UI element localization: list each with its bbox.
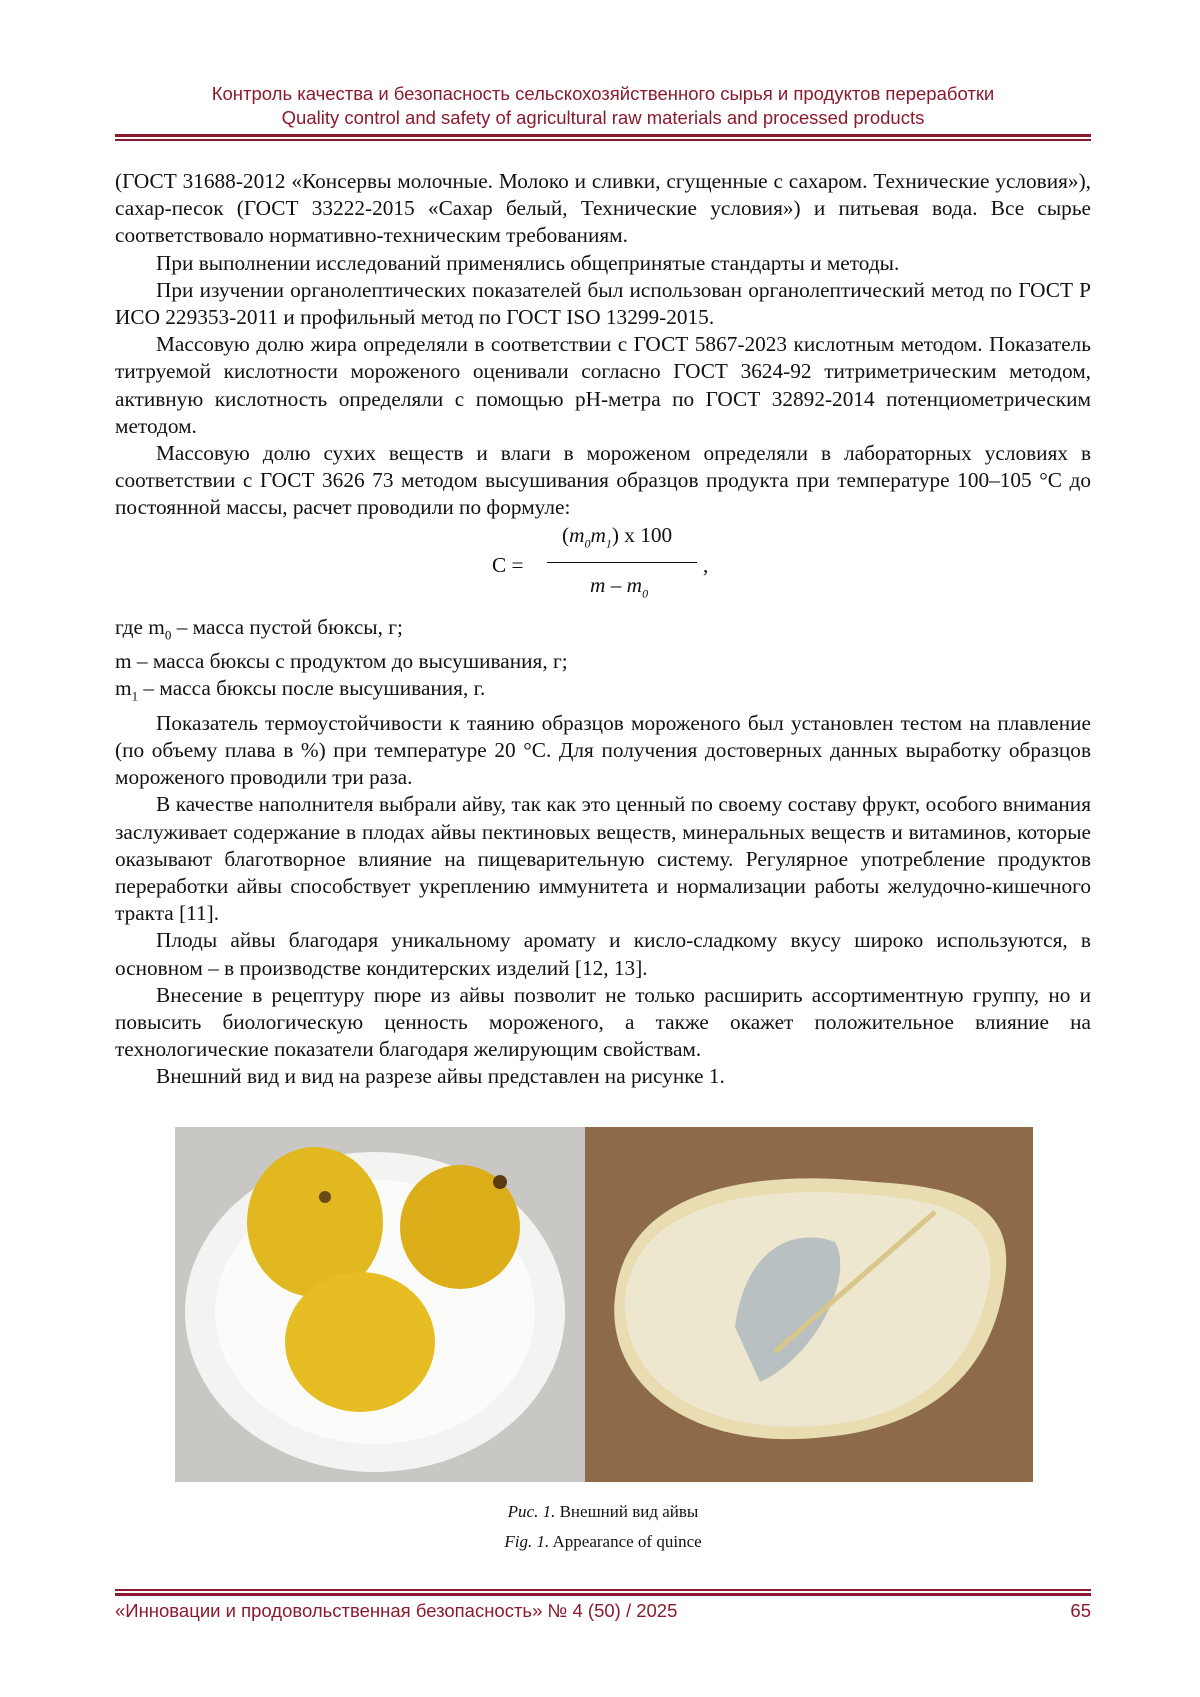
running-header [115, 82, 1091, 130]
figure-caption-ru: Рис. 1. Внешний вид айвы [507, 1502, 699, 1521]
page-number: 65 [1070, 1600, 1091, 1621]
fraction-bar [547, 562, 697, 563]
paragraph: (ГОСТ 31688-2012 «Консервы молочные. Молоко и сливки, сгущенные с сахаром. Технические условия»), сахар-песок (ГОСТ 33222-2015 «Сахар белый, Технические условия») и питьевая вода. Все сырье соответствовало нормативно-техническим требованиям. [115, 169, 1091, 248]
paragraph: Внешний вид и вид на разрезе айвы представлен на рисунке 1. [156, 1064, 725, 1089]
photo-cut-quince [585, 1127, 1033, 1482]
definition: где $m_0$ – масса пустой бюксы, г; [115, 614, 403, 642]
header-title-ru: Контроль качества и безопасность сельскохозяйственного сырья и продуктов переработки [211, 83, 995, 104]
paragraph: Плоды айвы благодаря уникальному аромату и кисло-сладкому вкусу широко используются, в основном – в производстве кондитерских изделий [12, 13]. [115, 928, 1091, 980]
figure-caption-en: Fig. 1. Appearance of quince [504, 1532, 702, 1551]
footer-rule [115, 1589, 1091, 1596]
paragraph: При изучении органолептических показателей был использован органолептический метод по ГОСТ Р ИСО 229353-2011 и профильный метод по ГОСТ ISO 13299-2015. [115, 277, 1091, 330]
formula-denominator: m – $m_0$ [590, 572, 649, 600]
photo-whole-quinces [175, 1127, 585, 1482]
formula-lhs: C = [492, 552, 524, 577]
footer [115, 1600, 1091, 1622]
formula-comma: , [703, 552, 709, 577]
paragraph: Массовую долю жира определяли в соответствии с ГОСТ 5867-2023 кислотным методом. Показатель титруемой кислотности мороженого оценивали согласно ГОСТ 3624-92 титриметрическим методом, активную кислотность определяли с помощью pH-метра по ГОСТ 32892-2014 потенциометрическим методом. [115, 332, 1091, 438]
figure-quince-photos [175, 1127, 1033, 1482]
paragraph: При выполнении исследований применялись общепринятые стандарты и методы. [156, 250, 900, 275]
header-rule [115, 134, 1091, 141]
paragraph: Массовую долю сухих веществ и влаги в мороженом определяли в лабораторных условиях в соответствии с ГОСТ 3626 73 методом высушивания образцов продукта при температуре 100–105 °С до постоянной массы, расчет проводили по формуле: [115, 441, 1091, 520]
definition: m – масса бюксы с продуктом до высушивания, г; [115, 649, 568, 674]
header-title-en: Quality control and safety of agricultural raw materials and processed products [281, 107, 925, 128]
paragraph: Показатель термоустойчивости к таянию образцов мороженого был установлен тестом на плавление (по объему плава в %) при температуре 20 °С. Для получения достоверных данных выработку образцов мороженого проводили три раза. [115, 710, 1091, 790]
footer-journal: «Инновации и продовольственная безопасность» № 4 (50) / 2025 [115, 1600, 678, 1621]
definition: $m_1$ – масса бюксы после высушивания, г. [115, 676, 486, 704]
formula-numerator: $(m_0m_1)$ x 100 [562, 522, 673, 550]
formula [115, 522, 1091, 614]
paragraph: Внесение в рецептуру пюре из айвы позволит не только расширить ассортиментную группу, но и повысить биологическую ценность мороженого, а также окажет положительное влияние на технологические показатели благодаря желирующим свойствам. [115, 982, 1091, 1062]
paragraph: В качестве наполнителя выбрали айву, так как это ценный по своему составу фрукт, особого внимания заслуживает содержание в плодах айвы пектиновых веществ, минеральных веществ и витаминов, которые оказывают благотворное влияние на пищеварительную систему. Регулярное употребление продуктов переработки айвы способствует укреплению иммунитета и нормализации работы желудочно-кишечного тракта [11]. [115, 792, 1091, 926]
article-body [115, 168, 1091, 1091]
